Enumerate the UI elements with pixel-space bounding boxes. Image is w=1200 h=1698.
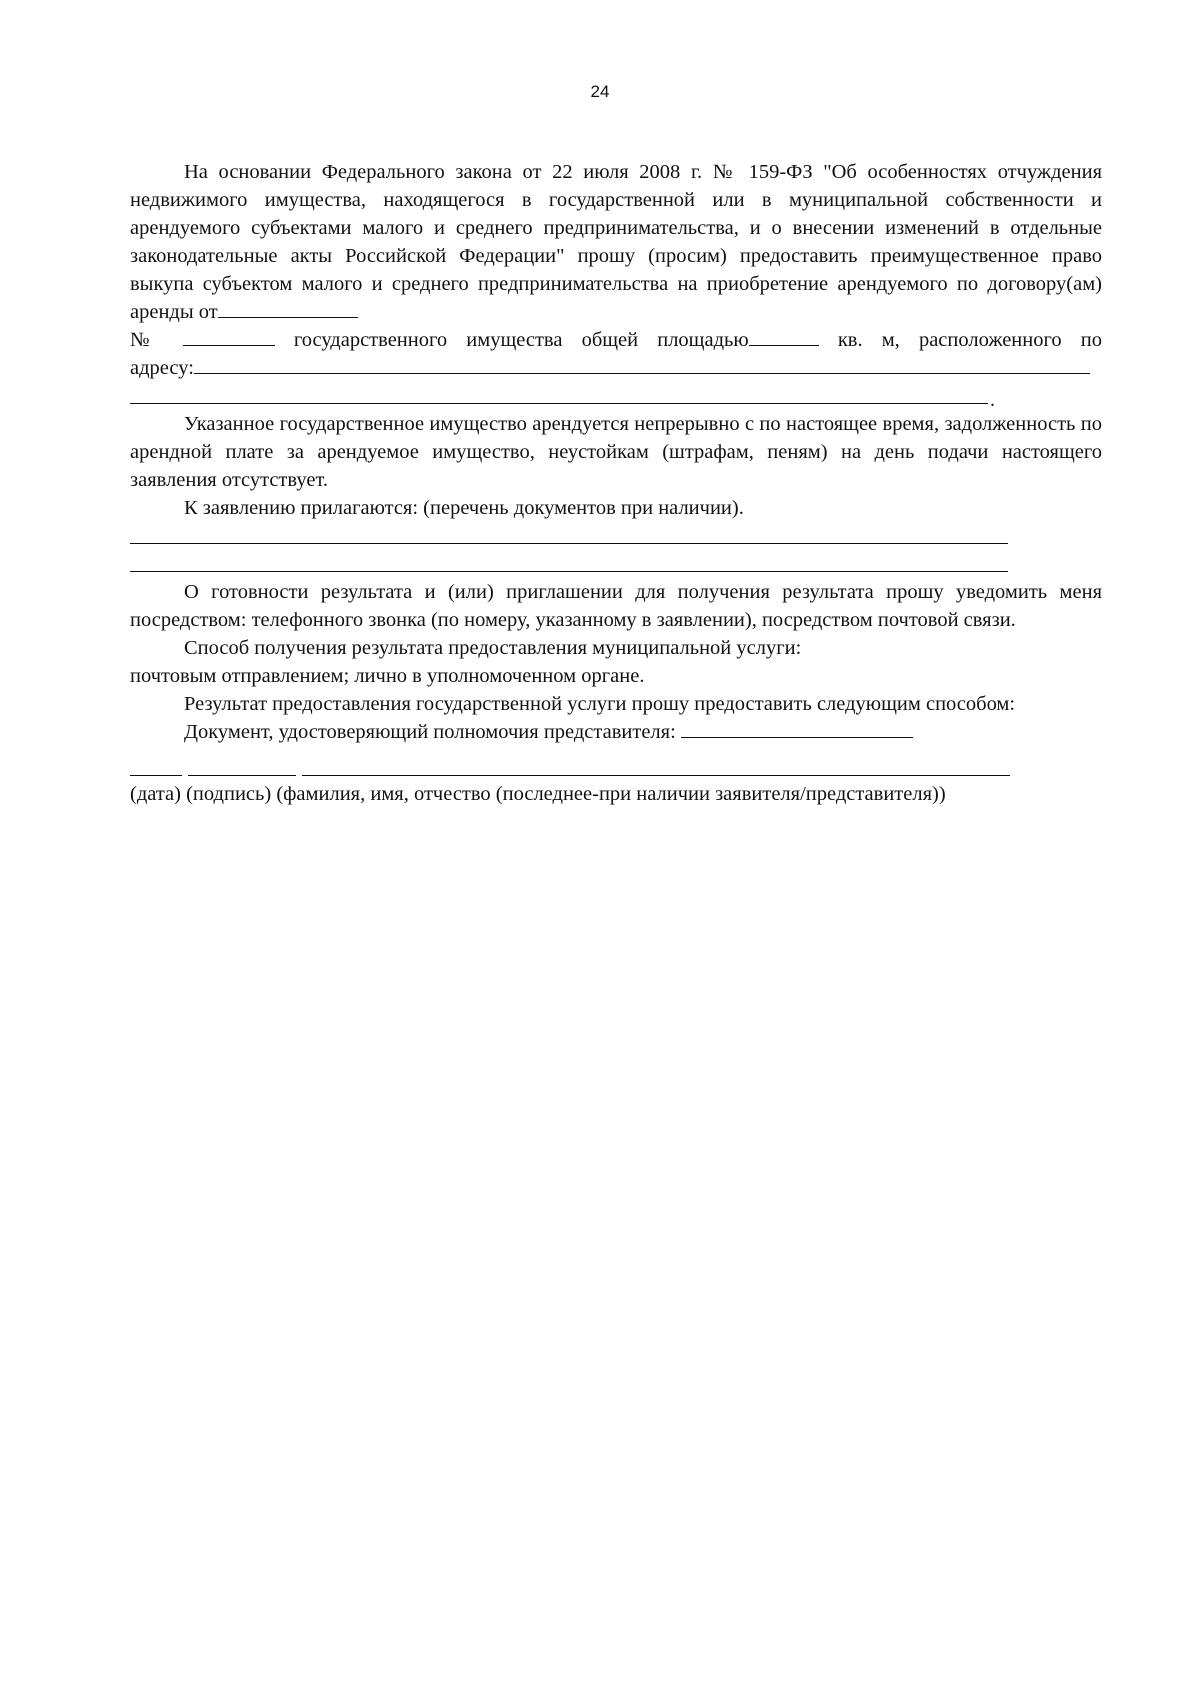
paragraph-lease-number: [130, 326, 1102, 354]
lease-date-field[interactable]: [218, 299, 358, 318]
signature-caption: (дата) (подпись) (фамилия, имя, отчество (последнее-при наличии заявителя/представителя)): [130, 783, 946, 805]
paragraph-attachments: К заявлению прилагаются: (перечень документов при наличии).: [184, 497, 744, 519]
lease-number-field[interactable]: [183, 327, 275, 346]
paragraph-legal-basis: [130, 158, 1102, 326]
date-line[interactable]: [130, 775, 182, 776]
application-body: [130, 158, 1102, 808]
representative-document-label: Документ, удостоверяющий полномочия представителя:: [184, 721, 676, 743]
address-label: адресу:: [130, 357, 194, 379]
page-number: 24: [590, 82, 610, 101]
address-field[interactable]: [194, 355, 1090, 374]
attachments-line-1[interactable]: [130, 522, 1102, 550]
paragraph-lease-status: Указанное государственное имущество арендуется непрерывно с по настоящее время, задолженность по арендной плате за арендуемое имущество, неустойкам (штрафам, пеням) на день подачи настоящего заявления отсутствует.: [130, 413, 1102, 491]
paragraph-representative-document: [130, 718, 1102, 746]
signature-line[interactable]: [188, 775, 296, 776]
paragraph-receipt-options: почтовым отправлением; лично в уполномоченном органе.: [130, 665, 645, 687]
number-sign: №: [130, 329, 164, 351]
full-name-line[interactable]: [302, 775, 1010, 776]
paragraph-notification: О готовности результата и (или) приглашении для получения результата прошу уведомить меня посредством: телефонного звонка (по номеру, указанному в заявлении), посредством почтовой связи.: [130, 581, 1102, 631]
legal-basis-text: На основании Федерального закона от 22 июля 2008 г. № 159-ФЗ "Об особенностях отчуждения недвижимого имущества, находящегося в государственной или в муниципальной собственности и арендуемого субъектами малого и среднего предпринимательства, и о внесении изменений в отдельные законодательные акты Российской Федерации" прошу (просим) предоставить преимущественное право выкупа субъектом малого и среднего предпринимательства на приобретение арендуемого по договору(ам) аренды от: [130, 161, 1102, 323]
representative-document-field[interactable]: [681, 719, 913, 738]
area-unit-text: кв. м, расположенного по: [837, 329, 1103, 351]
paragraph-receipt-method: Способ получения результата предоставления муниципальной услуги:: [184, 637, 802, 659]
paragraph-address: [130, 354, 1102, 382]
paragraph-result-method: Результат предоставления государственной услуги прошу предоставить следующим способом:: [184, 693, 1016, 715]
area-field[interactable]: [749, 327, 819, 346]
address-continuation-line[interactable]: .: [130, 382, 1102, 410]
attachments-line-2[interactable]: [130, 550, 1102, 578]
area-text: государственного имущества общей площадью: [293, 329, 749, 351]
signature-lines: [130, 756, 1102, 780]
